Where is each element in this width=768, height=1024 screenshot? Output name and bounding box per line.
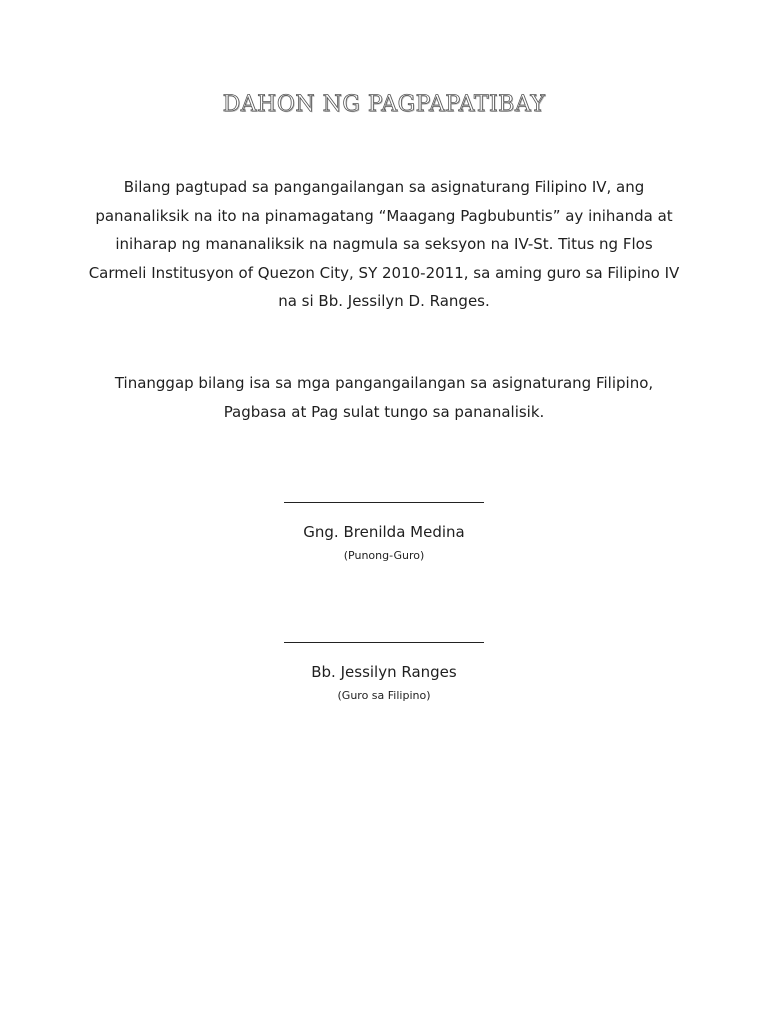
acceptance-paragraph: Tinanggap bilang isa sa mga pangangailangan sa asignaturang Filipino, Pagbasa at Pag sulat tungo sa pananalisik. xyxy=(114,374,654,421)
signature-block-teacher xyxy=(0,642,768,702)
signature-line xyxy=(284,642,484,643)
signatory-role: (Guro sa Filipino) xyxy=(337,689,431,702)
page-title: DAHON NG PAGPAPATIBAY xyxy=(222,92,546,117)
approval-paragraph: Bilang pagtupad sa pangangailangan sa asignaturang Filipino IV, ang pananaliksik na ito na pinamagatang “Maagang Pagbubuntis” ay inihanda at iniharap ng mananaliksik na nagmula sa seksyon na IV-St. Titus ng Flos Carmeli Institusyon of Quezon City, SY 2010-2011, sa aming guro sa Filipino IV na si Bb. Jessilyn D. Ranges. xyxy=(88,178,680,310)
signatory-role: (Punong-Guro) xyxy=(343,549,425,562)
signatory-name: Gng. Brenilda Medina xyxy=(303,523,465,541)
signatory-name: Bb. Jessilyn Ranges xyxy=(311,663,457,681)
signature-block-principal xyxy=(0,502,768,562)
signature-line xyxy=(284,502,484,503)
